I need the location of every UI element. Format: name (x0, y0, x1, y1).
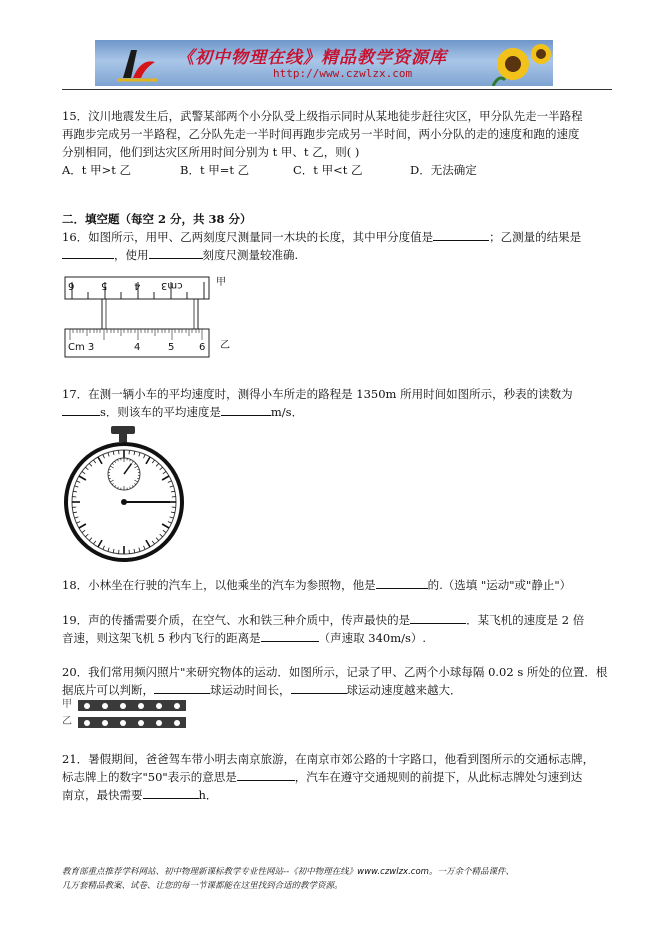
q21-text-b: ，汽车在遵守交通规则的前提下，从此标志牌处匀速到达 (294, 770, 583, 784)
stopwatch-figure (64, 424, 184, 564)
q19-line1 (62, 611, 584, 629)
q18-line (62, 576, 571, 594)
wood-block (102, 299, 198, 329)
q21-blank-1[interactable] (237, 768, 295, 781)
q19-text-a: 19．声的传播需要介质，在空气、水和铁三种介质中，传声最快的是 (62, 613, 411, 627)
q21-text-d: h． (198, 788, 218, 802)
q20-blank-2[interactable] (291, 681, 347, 694)
header-divider (62, 89, 612, 90)
ruler-yi-label-3: Cm 3 (68, 342, 95, 353)
strobe-ball (102, 703, 108, 709)
ruler-yi-label-5: 5 (168, 342, 175, 353)
ruler-yi-label-4: 4 (134, 342, 141, 353)
q17-blank-2[interactable] (221, 403, 271, 416)
q16-text-d: 刻度尺测量较准确. (202, 248, 299, 262)
strobe-ball (120, 720, 126, 726)
q17-line2 (62, 403, 303, 421)
stopwatch-icon (64, 424, 184, 564)
q21-text-c: 南京，最快需要 (62, 788, 143, 802)
strobe-ball (138, 720, 144, 726)
banner-title: 《初中物理在线》精品教学资源库 (177, 48, 447, 68)
q21-line3 (62, 786, 217, 804)
strobe-ball (84, 720, 90, 726)
q18-blank[interactable] (376, 576, 428, 589)
ruler-jia-label-6: 6 (68, 280, 75, 291)
footer-line1: 教育部重点推荐学科网站、初中物理新课标教学专业性网站--《初中物理在线》www.czwlzx.com。一万余个精品课件、 (62, 867, 514, 877)
q19-blank-1[interactable] (410, 611, 466, 624)
strobe-ball (84, 703, 90, 709)
q17-blank-1[interactable] (62, 403, 100, 416)
ruler-yi-name: 乙 (220, 340, 230, 351)
q15-option-d: D．无法确定 (410, 163, 477, 177)
q15-option-b: B．t 甲=t 乙 (180, 163, 250, 177)
ruler-jia-label-4: 4 (134, 280, 141, 291)
q19-text-b: ．某飞机的速度是 2 倍 (466, 613, 585, 627)
q16-text-a: 16．如图所示，用甲、乙两刻度尺测量同一木块的长度，其中甲分度值是 (62, 230, 434, 244)
q16-line1 (62, 228, 581, 246)
banner-url[interactable]: http://www.czwlzx.com (273, 67, 413, 80)
q21-line2 (62, 768, 582, 786)
q15-line1: 15．汶川地震发生后，武警某部两个小分队受上级指示同时从某地徒步赶往灾区，甲分队先走一半路程 (62, 109, 583, 123)
q21-blank-2[interactable] (143, 786, 199, 799)
strip-yi (78, 717, 186, 728)
q16-line2 (62, 246, 298, 264)
q18-text-b: 的.（选填 "运动"或"静止"） (427, 578, 572, 592)
q20-text-a: 据底片可以判断， (62, 683, 154, 697)
ruler-jia-label-5: 5 (101, 280, 108, 291)
q20-line1: 20．我们常用频闪照片"来研究物体的运动．如图所示，记录了甲、乙两个小球每隔 0.02 s 所处的位置．根 (62, 665, 608, 679)
rulers-figure (62, 272, 252, 364)
q15-option-a: A．t 甲>t 乙 (62, 163, 131, 177)
header-banner (95, 40, 553, 86)
q21-line1: 21．暑假期间，爸爸驾车带小明去南京旅游，在南京市郊公路的十字路口，他看到图所示的交通标志牌， (62, 752, 595, 766)
strip-jia-name: 甲 (62, 699, 72, 710)
q20-text-b: 球运动时间长， (210, 683, 291, 697)
strobe-ball (156, 720, 162, 726)
q17-line1: 17．在测一辆小车的平均速度时，测得小车所走的路程是 1350m 所用时间如图所示，秒表的读数为 (62, 387, 573, 401)
strobe-ball (138, 703, 144, 709)
q20-line2 (62, 681, 462, 699)
strip-jia (78, 700, 186, 711)
q20-blank-1[interactable] (154, 681, 210, 694)
ruler-jia-label-3: cm3 (161, 280, 183, 291)
strip-yi-name: 乙 (62, 716, 72, 727)
strobe-ball (102, 720, 108, 726)
footer (62, 865, 514, 893)
q19-blank-2[interactable] (261, 629, 319, 642)
q15-line2: 再跑步完成另一半路程，乙分队先走一半时间再跑步完成另一半时间，两小分队的走的速度和跑的速度 (62, 127, 580, 141)
section-title: 二．填空题（每空 2 分，共 38 分） (62, 212, 252, 226)
q21-text-a: 标志牌上的数字"50"表示的意思是 (62, 770, 237, 784)
q15-line3: 分别相同，他们到达灾区所用时间分别为 t 甲、t 乙，则( ) (62, 145, 360, 159)
q16-text-c: ，使用 (114, 248, 149, 262)
q16-blank-2[interactable] (62, 246, 114, 259)
strobe-figure (62, 699, 202, 733)
q19-text-c: 音速，则这架飞机 5 秒内飞行的距离是 (62, 631, 261, 645)
strobe-ball (120, 703, 126, 709)
ruler-jia-name: 甲 (216, 277, 226, 288)
strobe-ball (174, 720, 180, 726)
q16-blank-3[interactable] (149, 246, 203, 259)
q19-text-d: （声速取 340m/s）. (318, 631, 427, 645)
ruler-yi-label-6: 6 (199, 342, 206, 353)
q20-text-c: 球运动速度越来越大． (346, 683, 462, 697)
q18-text-a: 18．小林坐在行驶的汽车上，以他乘坐的汽车为参照物，他是 (62, 578, 376, 592)
footer-line2: 几万套精品教案、试卷、让您的每一节课都能在这里找到合适的教学资源。 (62, 881, 343, 891)
q16-blank-1[interactable] (433, 228, 489, 241)
sunflower-icon (493, 44, 551, 86)
q15-option-c: C．t 甲<t 乙 (293, 163, 363, 177)
q16-text-b: ；乙测量的结果是 (489, 230, 582, 244)
q19-line2 (62, 629, 426, 647)
strobe-ball (174, 703, 180, 709)
q17-text-b: m/s． (270, 405, 304, 419)
site-logo-icon (117, 50, 157, 80)
q17-text-a: s．则该车的平均速度是 (100, 405, 221, 419)
strobe-ball (156, 703, 162, 709)
